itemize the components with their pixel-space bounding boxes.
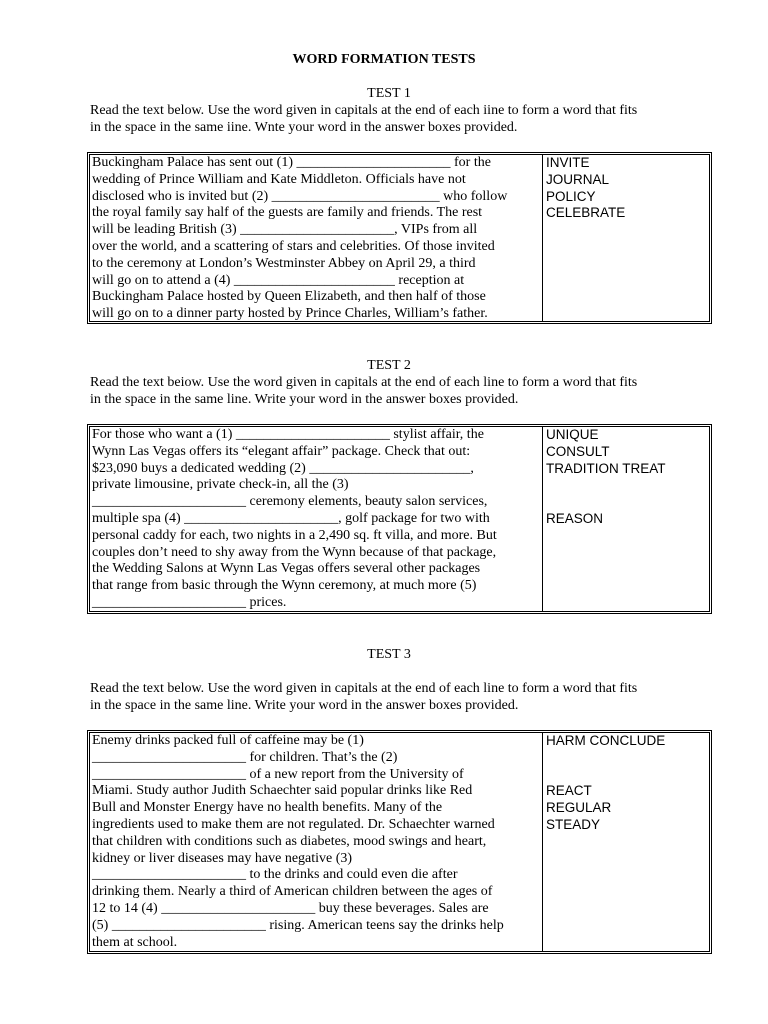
passage-line: personal caddy for each, two nights in a 2,490 sq. ft villa, and more. But	[92, 527, 497, 543]
test-2-instructions	[90, 375, 730, 408]
capital-word	[546, 494, 711, 511]
capital-word: JOURNAL	[546, 171, 610, 187]
passage-line: will go on to attend a (4) _______________________ reception at	[92, 272, 465, 288]
passage-line: the Wedding Salons at Wynn Las Vegas offers several other packages	[92, 561, 481, 577]
test-1-heading: TEST 1	[367, 86, 411, 101]
test-2-table	[87, 424, 712, 614]
test-3-word-list	[546, 733, 711, 834]
passage-line: to the ceremony at London’s Westminster Abbey on April 29, a third	[92, 255, 476, 271]
instruction-line: in the space in the same iine. Wnte your word in the answer boxes provided.	[90, 119, 518, 135]
test-1-passage	[92, 155, 542, 323]
passage-line: the royal family say half of the guests are family and friends. The rest	[92, 205, 483, 221]
instruction-line: Read the text beiow. Use the word given in capitals at the end of each line to form a word that fits	[90, 375, 638, 390]
passage-line: kidney or liver diseases may have negative (3)	[92, 850, 353, 866]
capital-word: REACT	[546, 783, 592, 799]
test-3-table	[87, 730, 712, 954]
instruction-line: Read the text below. Use the word given in capitals at the end of each line to form a word that fits	[90, 681, 638, 696]
test-1-table	[87, 152, 712, 324]
passage-line: drinking them. Nearly a third of American children between the ages of	[92, 884, 493, 900]
passage-line: private limousine, private check-in, all the (3)	[92, 477, 349, 493]
capital-word: REGULAR	[546, 800, 612, 816]
test-2-heading: TEST 2	[367, 358, 411, 373]
test-2-passage	[92, 427, 542, 612]
column-divider	[542, 155, 543, 321]
passage-line: disclosed who is invited but (2) ________________________ who follow	[92, 188, 508, 204]
passage-line: ingredients used to make them are not regulated. Dr. Schaechter warned	[92, 816, 495, 832]
passage-line: that range from basic through the Wynn ceremony, at much more (5)	[92, 578, 477, 594]
passage-line: them at school.	[92, 934, 178, 950]
passage-line: ______________________ for children. That’s the (2)	[92, 749, 398, 765]
capital-word: CELEBRATE	[546, 205, 626, 221]
capital-word: STEADY	[546, 816, 601, 832]
passage-line: $23,090 buys a dedicated wedding (2) _______________________,	[92, 460, 474, 476]
passage-line: Buckingham Palace has sent out (1) ______________________ for the	[92, 155, 491, 170]
test-2-word-list	[546, 427, 711, 528]
passage-line: (5) ______________________ rising. American teens say the drinks help	[92, 917, 504, 933]
passage-line: 12 to 14 (4) ______________________ buy these beverages. Sales are	[92, 900, 489, 916]
document-title: WORD FORMATION TESTS	[292, 52, 476, 67]
instruction-line: in the space in the same line. Write your word in the answer boxes provided.	[90, 391, 519, 407]
capital-word: UNIQUE	[546, 427, 599, 442]
capital-word: INVITE	[546, 155, 590, 170]
passage-line: Buckingham Palace hosted by Queen Elizabeth, and then half of those	[92, 289, 486, 305]
test-1-instructions	[90, 103, 730, 136]
passage-line: Wynn Las Vegas offers its “elegant affair” package. Check that out:	[92, 443, 471, 459]
instruction-line: in the space in the same line. Write your word in the answer boxes provided.	[90, 697, 519, 713]
test-1-word-list	[546, 155, 711, 222]
passage-line: couples don’t need to shy away from the Wynn because of that package,	[92, 544, 497, 560]
passage-line: ______________________ ceremony elements, beauty salon services,	[92, 494, 488, 510]
capital-word: TRADITION TREAT	[546, 460, 666, 476]
passage-line: Bull and Monster Energy have no health benefits. Many of the	[92, 800, 443, 816]
passage-line: For those who want a (1) ______________________ stylist affair, the	[92, 427, 484, 442]
capital-word	[546, 767, 711, 784]
capital-word: REASON	[546, 510, 604, 526]
capital-word: CONSULT	[546, 443, 610, 459]
passage-line: ______________________ of a new report from the University of	[92, 766, 464, 782]
passage-line: that children with conditions such as diabetes, mood swings and heart,	[92, 833, 487, 849]
test-3-instructions	[90, 681, 730, 714]
passage-line: will be leading British (3) ______________________, VIPs from all	[92, 222, 478, 238]
instruction-line: Read the text below. Use the word given in capitals at the end of each iine to form a word that fits	[90, 103, 638, 118]
capital-word	[546, 750, 711, 767]
column-divider	[542, 427, 543, 611]
passage-line: wedding of Prince William and Kate Middleton. Officials have not	[92, 171, 466, 187]
passage-line: multiple spa (4) ______________________, golf package for two with	[92, 510, 490, 526]
passage-line: ______________________ to the drinks and could even die after	[92, 867, 458, 883]
passage-line: Enemy drinks packed full of caffeine may be (1)	[92, 733, 364, 748]
passage-line: over the world, and a scattering of stars and celebrities. Of those invited	[92, 238, 495, 254]
capital-word: HARM CONCLUDE	[546, 733, 666, 748]
passage-line: Miami. Study author Judith Schaechter said popular drinks like Red	[92, 783, 473, 799]
capital-word: POLICY	[546, 188, 596, 204]
test-3-passage	[92, 733, 542, 951]
passage-line: will go on to a dinner party hosted by Prince Charles, William’s father.	[92, 306, 488, 322]
capital-word	[546, 477, 711, 494]
test-3-heading: TEST 3	[367, 647, 411, 662]
passage-line: ______________________ prices.	[92, 594, 287, 610]
column-divider	[542, 733, 543, 951]
